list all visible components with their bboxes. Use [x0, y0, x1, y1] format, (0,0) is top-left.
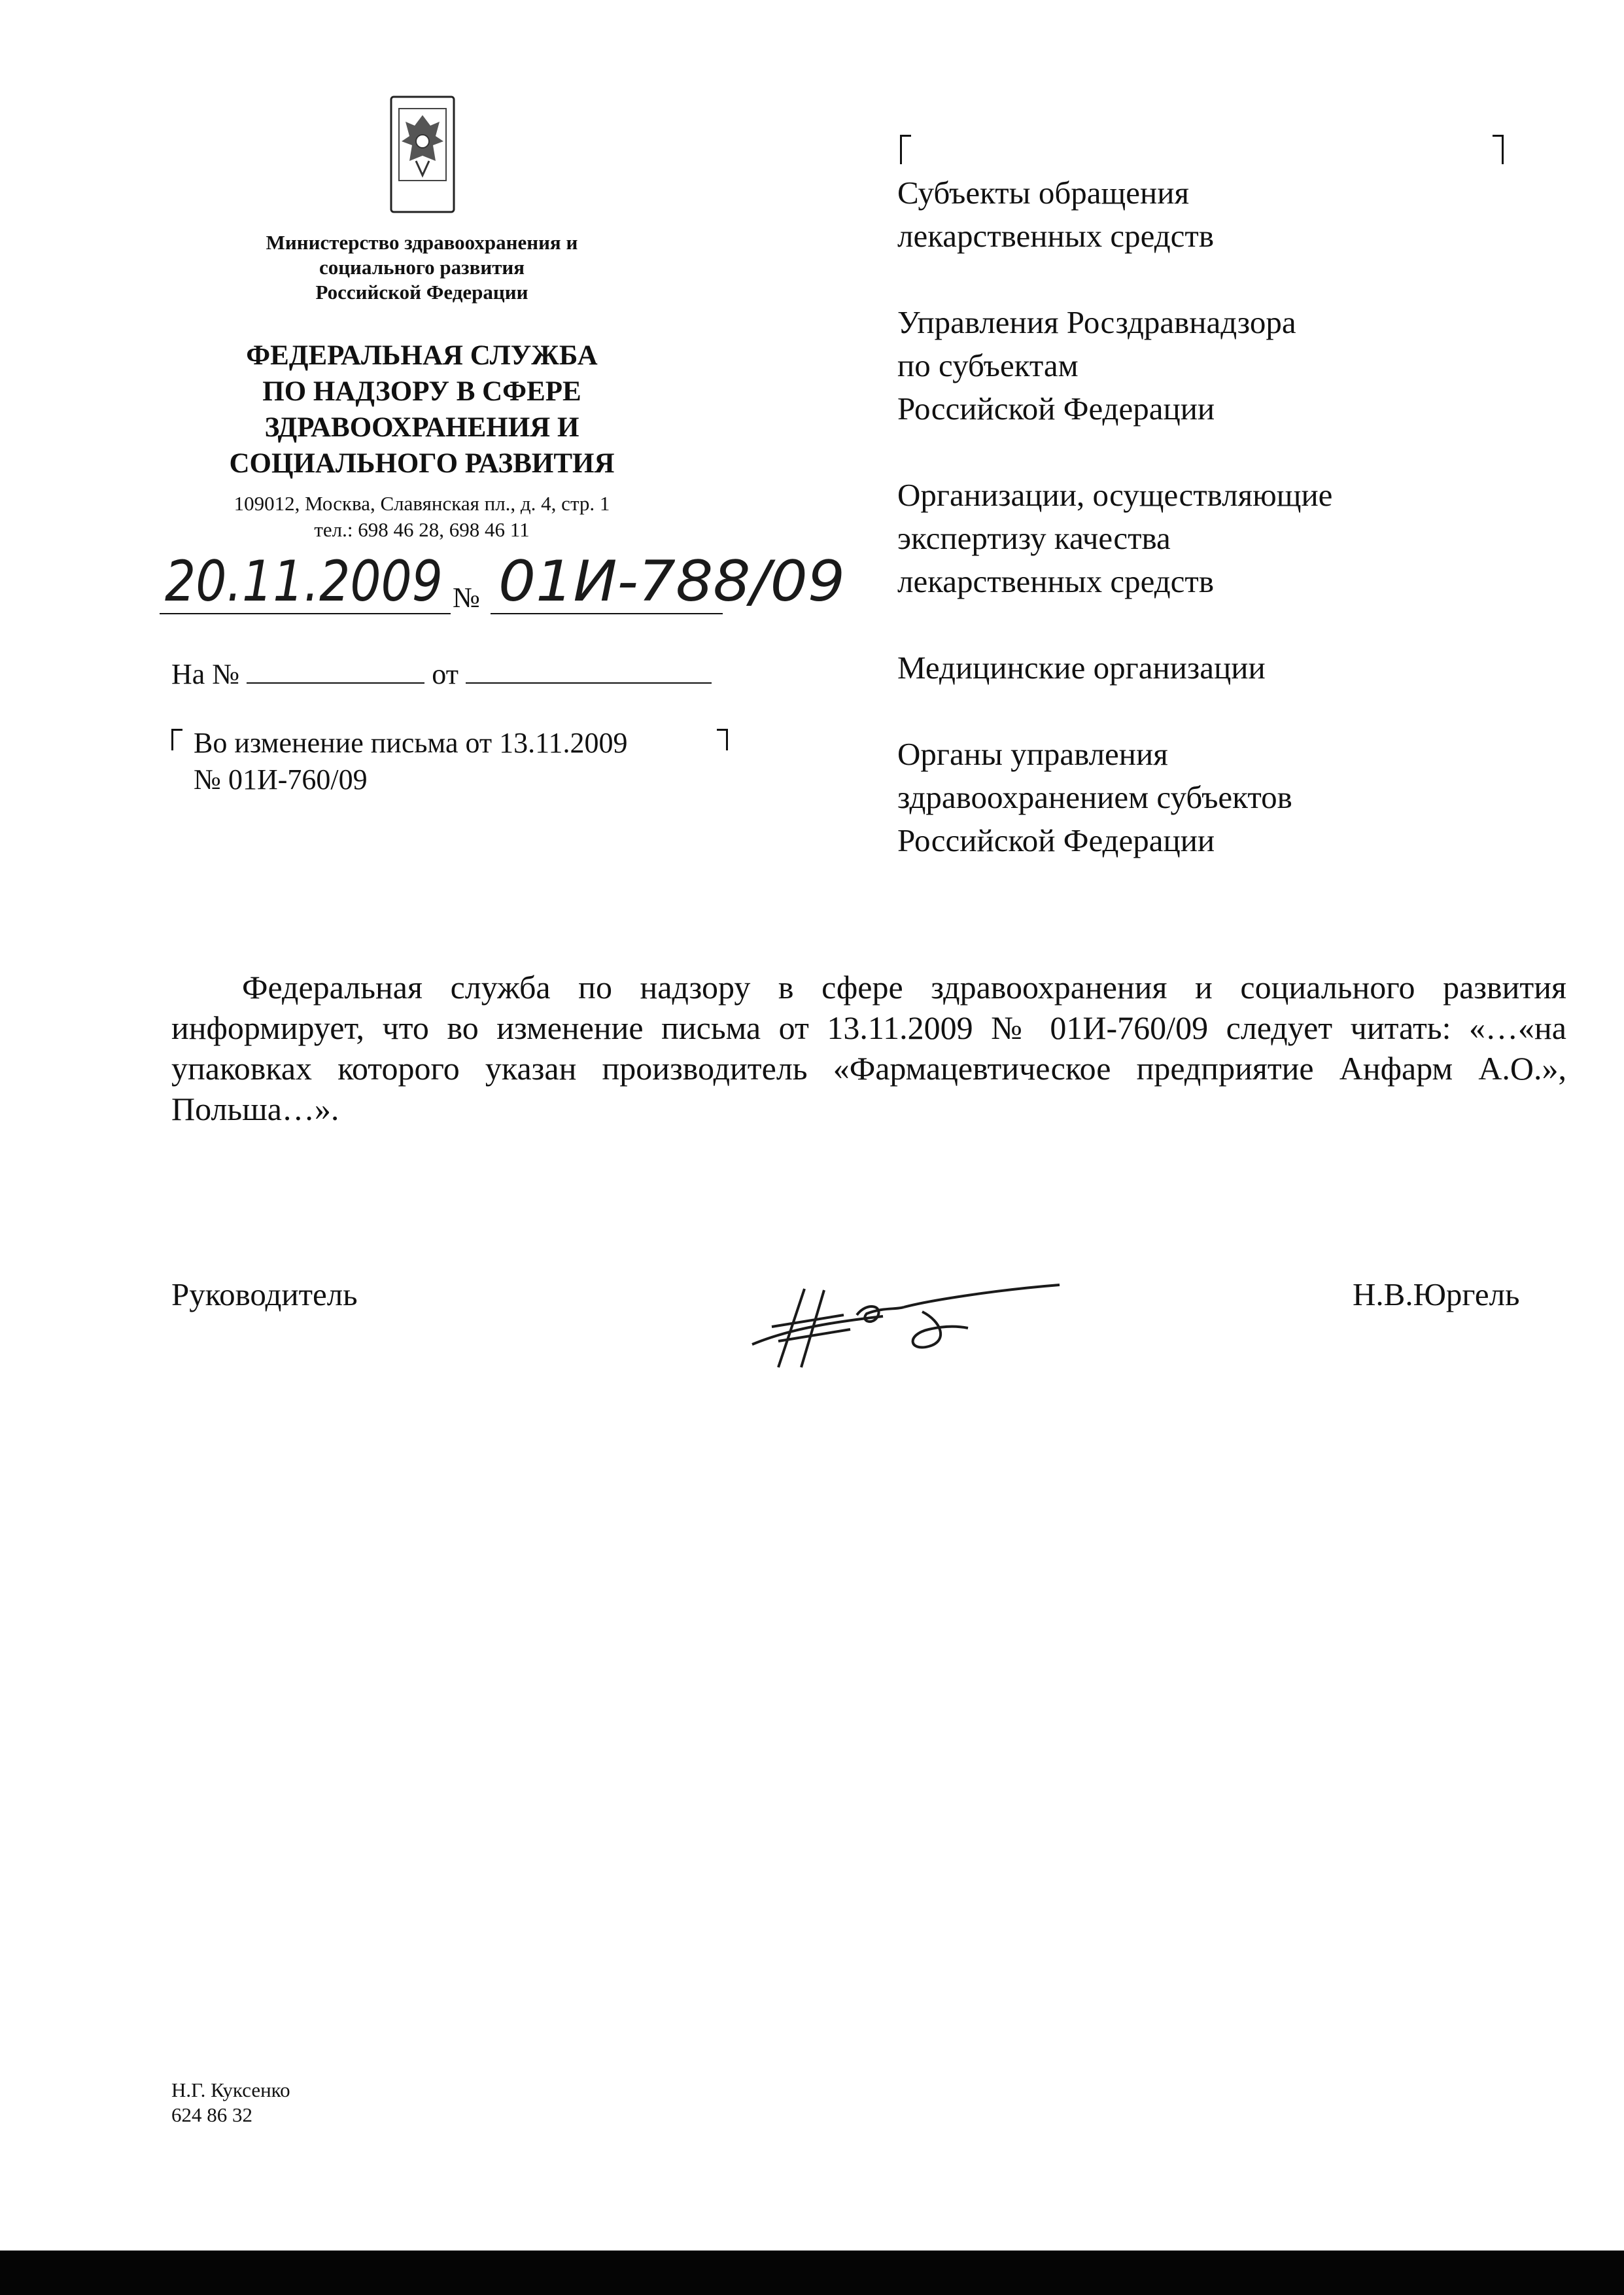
change-note-line: Во изменение письма от 13.11.2009 [194, 727, 628, 759]
executor-info [171, 2078, 290, 2128]
recipient-group [897, 474, 1551, 603]
recipients-list [897, 171, 1551, 862]
executor-name: Н.Г. Куксенко [171, 2078, 290, 2101]
reference-date-blank [466, 663, 712, 684]
recipient-line: Органы управления [897, 736, 1168, 772]
signatory-title: Руководитель [171, 1276, 358, 1312]
corner-bracket-right [717, 729, 728, 750]
registration-number [491, 553, 857, 616]
registration-date-text: 20.11.2009 [165, 553, 443, 614]
corner-bracket-left [171, 729, 182, 750]
recipient-group [897, 171, 1551, 258]
recipient-line: Российской Федерации [897, 822, 1215, 858]
service-address [177, 491, 667, 543]
recipient-line: лекарственных средств [897, 218, 1214, 254]
ministry-line: Российской Федерации [315, 281, 528, 304]
address-line: 109012, Москва, Славянская пл., д. 4, стр. 1 [233, 492, 610, 515]
recipient-line: экспертизу качества [897, 520, 1171, 556]
recipient-line: Управления Росздравнадзора [897, 304, 1296, 340]
registration-number-label: № [453, 582, 480, 614]
recipient-group [897, 646, 1551, 690]
recipient-line: здравоохранением субъектов [897, 779, 1292, 815]
recipient-line: Организации, осуществляющие [897, 477, 1333, 513]
corner-bracket-right [1493, 135, 1504, 164]
service-name [177, 338, 667, 482]
corner-bracket-left [900, 135, 911, 164]
change-note-line: № 01И-760/09 [194, 763, 368, 796]
coat-of-arms-icon [390, 96, 455, 213]
recipient-line: по субъектам [897, 347, 1079, 383]
phone-line: тел.: 698 46 28, 698 46 11 [314, 518, 530, 541]
recipient-line: Российской Федерации [897, 391, 1215, 427]
recipient-group [897, 733, 1551, 862]
registration-date [160, 553, 451, 616]
recipient-line: Субъекты обращения [897, 175, 1190, 211]
signatory-name: Н.В.Юргель [1353, 1276, 1520, 1312]
letter-body: Федеральная служба по надзору в сфере здравоохранения и социального развития информирует, что во изменение письма от 13.11.2009 № 01И-760/09 следует читать: «…«на упаковках которого указан производитель «Фармацевтическое предприятие Анфарм А.О.», Польша…». [171, 969, 1566, 1127]
recipient-group [897, 301, 1551, 430]
handwritten-signature [733, 1276, 1073, 1374]
service-line: ФЕДЕРАЛЬНАЯ СЛУЖБА [246, 340, 598, 371]
ministry-line: социального развития [319, 256, 525, 279]
ministry-line: Министерство здравоохранения и [266, 231, 578, 254]
recipient-line: лекарственных средств [897, 563, 1214, 599]
reference-line [171, 657, 712, 691]
service-line: СОЦИАЛЬНОГО РАЗВИТИЯ [229, 448, 615, 479]
reference-date-label: от [432, 658, 458, 690]
reference-number-label: На № [171, 658, 240, 690]
scan-edge-bar [0, 2251, 1624, 2295]
registration-number-text: 01И-788/09 [498, 553, 845, 614]
service-line: ПО НАДЗОРУ В СФЕРЕ [262, 376, 581, 407]
ministry-name [196, 230, 648, 305]
recipient-line: Медицинские организации [897, 650, 1266, 686]
executor-phone: 624 86 32 [171, 2103, 252, 2126]
reference-number-blank [247, 663, 424, 684]
change-note [194, 725, 628, 798]
service-line: ЗДРАВООХРАНЕНИЯ И [264, 412, 579, 443]
